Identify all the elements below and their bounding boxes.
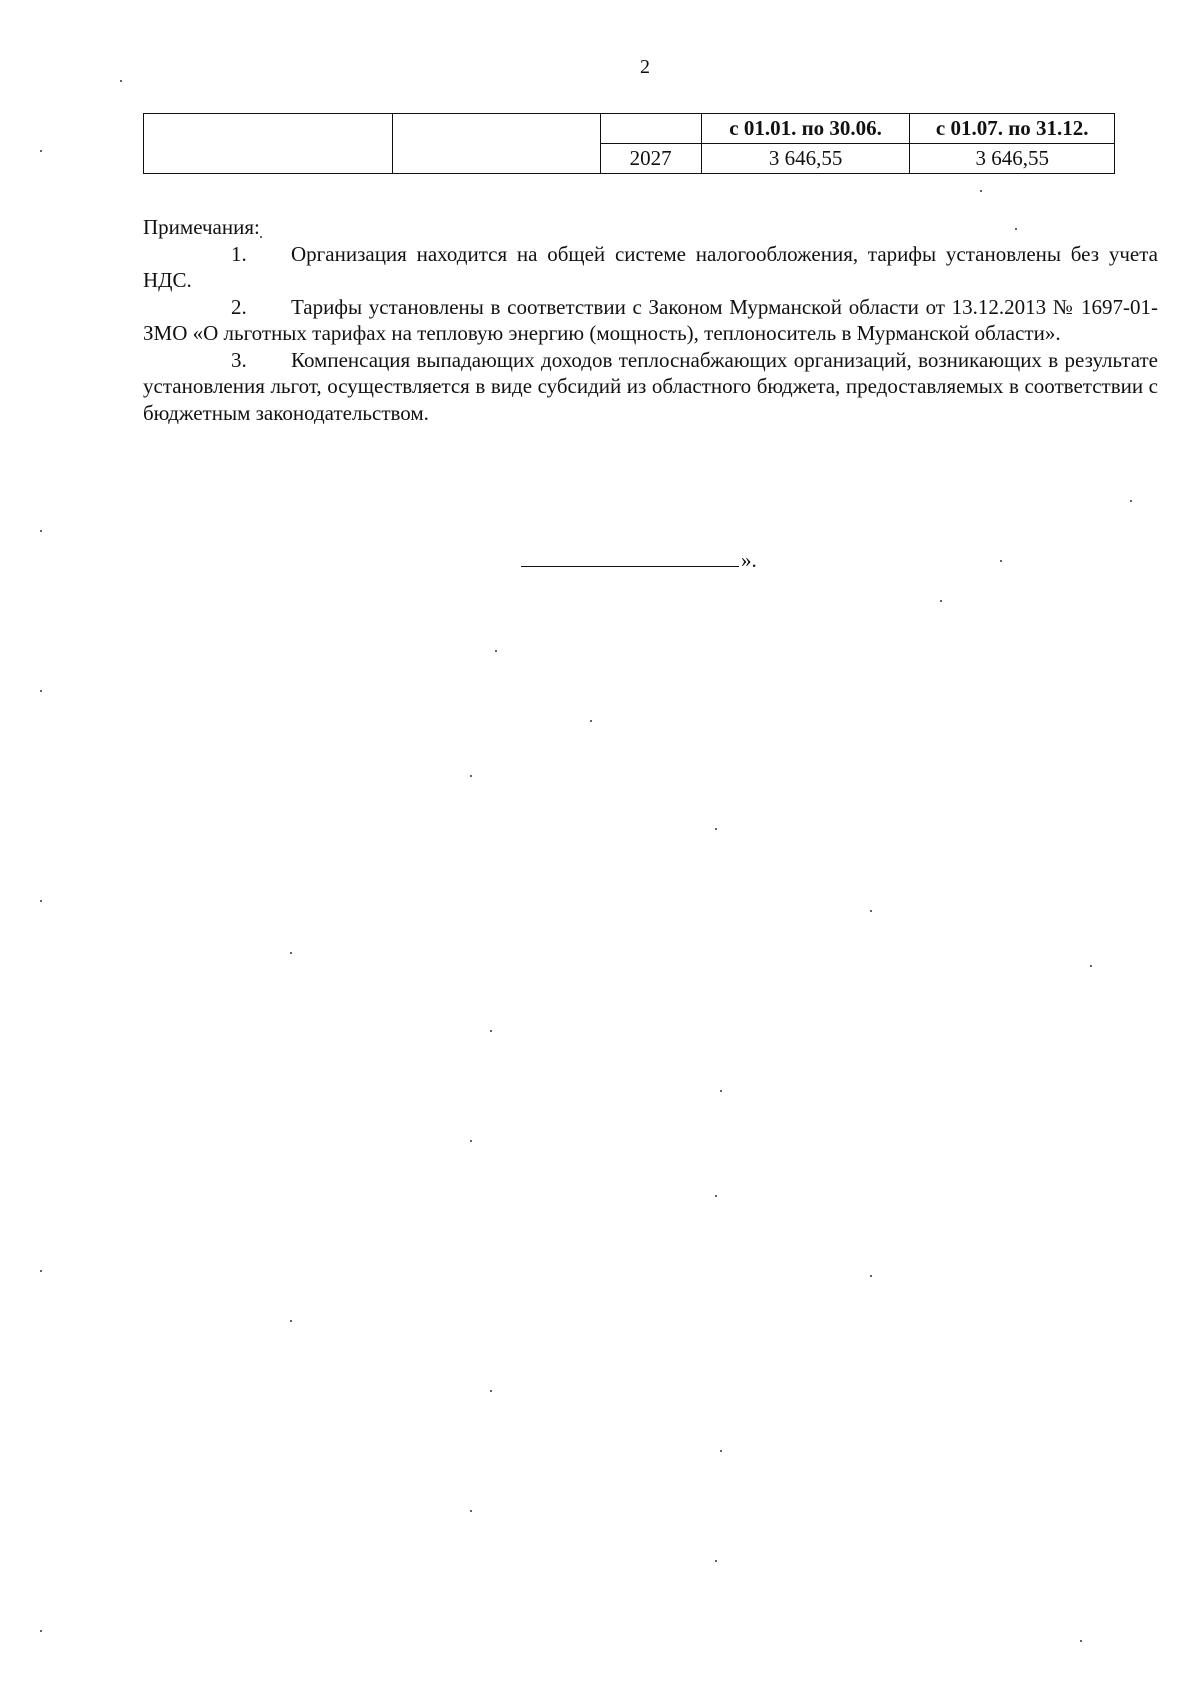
closing-mark	[521, 548, 757, 573]
tariff-table	[143, 113, 1115, 174]
note-number: 2.	[231, 294, 247, 319]
period-header-first-half: с 01.01. по 30.06.	[701, 114, 910, 144]
note-text: Тарифы установлены в соответствии с Законом Мурманской области от 13.12.2013 № 1697-01-ЗМО «О льготных тарифах на тепловую энергию (мощность), теплоноситель в Мурманской области».	[143, 294, 1158, 345]
year-cell: 2027	[600, 144, 701, 174]
note-text: Компенсация выпадающих доходов теплоснабжающих организаций, возникающих в результате установления льгот, осуществляется в виде субсидий из областного бюджета, предоставляемых в соответствии с бюджетным законодательством.	[143, 347, 1158, 425]
tariff-value-first-half: 3 646,55	[701, 144, 910, 174]
note-item-3	[143, 347, 1158, 427]
closing-quote: ».	[741, 548, 757, 572]
page-number: 2	[640, 56, 650, 78]
note-text: Организация находится на общей системе налогообложения, тарифы установлены без учета НДС.	[143, 241, 1158, 292]
notes-title: Примечания:	[143, 215, 260, 239]
notes-section	[143, 214, 1158, 426]
period-header-second-half: с 01.07. по 31.12.	[910, 114, 1115, 144]
table-cell-empty-3	[600, 114, 701, 144]
table-cell-empty-2	[392, 114, 600, 174]
tariff-value-second-half: 3 646,55	[910, 144, 1115, 174]
note-number: 3.	[231, 347, 247, 372]
table-cell-empty-1	[144, 114, 393, 174]
closing-underline	[521, 566, 739, 567]
note-item-1	[143, 241, 1158, 294]
note-number: 1.	[231, 241, 247, 266]
note-item-2	[143, 294, 1158, 347]
table-header-row	[144, 114, 1115, 144]
